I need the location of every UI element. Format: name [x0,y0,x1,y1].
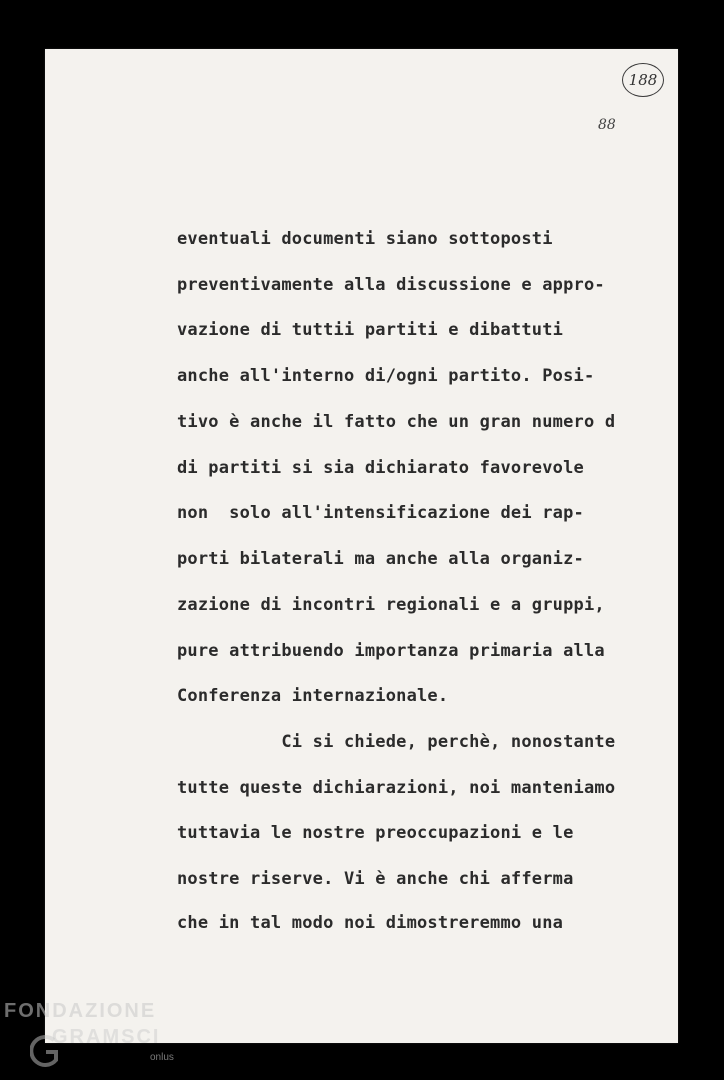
stamp-number: 188 [628,71,658,89]
text-line: eventuali documenti siano sottoposti [177,229,553,249]
text-line: porti bilaterali ma anche alla organiz- [177,549,584,569]
text-line: nostre riserve. Vi è anche chi afferma [177,869,574,889]
text-line: pure attribuendo importanza primaria alla [177,641,605,661]
watermark-line1: FONDAZIONE [4,1000,157,1022]
watermark-suffix: onlus [150,1052,174,1063]
text-line: di partiti si sia dichiarato favorevole [177,458,584,478]
text-line: Ci si chiede, perchè, nonostante [177,732,616,752]
watermark-line2: GRAMSCI [52,1026,161,1048]
text-line: non solo all'intensificazione dei rap- [177,503,584,523]
text-line: che in tal modo noi dimostreremmo una [177,913,564,933]
text-line: tuttavia le nostre preoccupazioni e le [177,823,574,843]
text-line: preventivamente alla discussione e appro- [177,275,605,295]
handwritten-page-number: 88 [598,117,616,133]
document-page [45,49,678,1043]
text-line: Conferenza internazionale. [177,686,449,706]
text-line: vazione di tuttii partiti e dibattuti [177,320,564,340]
circled-page-stamp [622,63,664,97]
text-line: tutte queste dichiarazioni, noi manteniamo [177,778,616,798]
text-line: tivo è anche il fatto che un gran numero d [177,412,616,432]
text-line: zazione di incontri regionali e a gruppi, [177,595,605,615]
text-line: anche all'interno di/ogni partito. Posi- [177,366,595,386]
